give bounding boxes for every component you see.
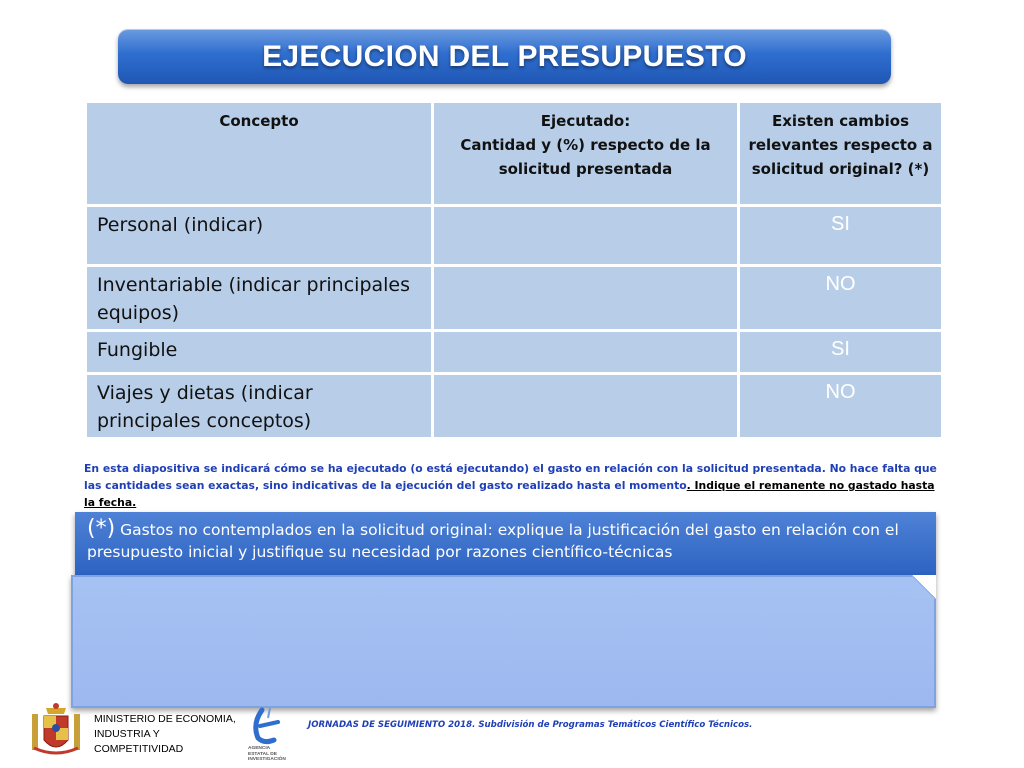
slide-title-banner [118,29,891,84]
justification-text: Gastos no contemplados en la solicitud original: explique la justificación del gasto en relación con el presupuesto inicial y justifique su necesidad por razones científico-técnicas [87,521,899,561]
header-cambios: Existen cambios relevantes respecto a solicitud original? (*) [739,102,943,206]
agency-line: INVESTIGACIÓN [248,757,286,762]
instruction-note-text: En esta diapositiva se indicará cómo se ha ejecutado (o está ejecutando) el gasto en relación con la solicitud presentada. No hace falta que las cantidades sean exactas, sino indicativas de la ejecución del gasto realizado hasta el momento [84,462,937,492]
row-concept-viajes: Viajes y dietas (indicar principales conceptos) [86,374,433,439]
header-ejecutado: Ejecutado: Cantidad y (%) respecto de la solicitud presentada [433,102,739,206]
ministry-line: INDUSTRIA Y [94,728,160,740]
slide-title: EJECUCION DEL PRESUPUESTO [262,39,747,73]
justification-textbox[interactable] [71,575,936,708]
agency-logo-icon [248,706,292,746]
row-executed-fungible [433,331,739,374]
header-concepto: Concepto [86,102,433,206]
justification-header [75,512,936,575]
row-changes-viajes: NO [739,374,943,439]
agency-logo [248,706,292,764]
row-changes-inventariable: NO [739,266,943,331]
agency-line: AGENCIA [248,746,271,751]
table-header-row [86,102,943,206]
row-concept-personal: Personal (indicar) [86,206,433,266]
row-concept-fungible: Fungible [86,331,433,374]
table-row [86,331,943,374]
event-footer: JORNADAS DE SEGUIMIENTO 2018. Subdivisión de Programas Temáticos Científico Técnicos. [308,720,753,730]
row-changes-personal: SI [739,206,943,266]
row-executed-inventariable [433,266,739,331]
row-executed-viajes [433,374,739,439]
folded-corner [912,575,936,599]
instruction-note [84,460,944,511]
budget-table [84,100,944,440]
ministry-label [94,712,254,757]
agency-label [248,746,292,763]
table-row [86,374,943,439]
instruction-note-emphasis: . Indique el remanente no gastado hasta la fecha. [84,479,935,509]
row-changes-fungible: SI [739,331,943,374]
row-executed-personal [433,206,739,266]
justification-asterisk: (*) [87,516,116,541]
table-row [86,206,943,266]
row-concept-inventariable: Inventariable (indicar principales equipos) [86,266,433,331]
coat-of-arms-icon [28,700,84,760]
table-row [86,266,943,331]
ministry-line: COMPETITIVIDAD [94,743,184,755]
agency-line: ESTATAL DE [248,751,277,757]
ministry-line: MINISTERIO DE ECONOMIA, [94,713,236,725]
